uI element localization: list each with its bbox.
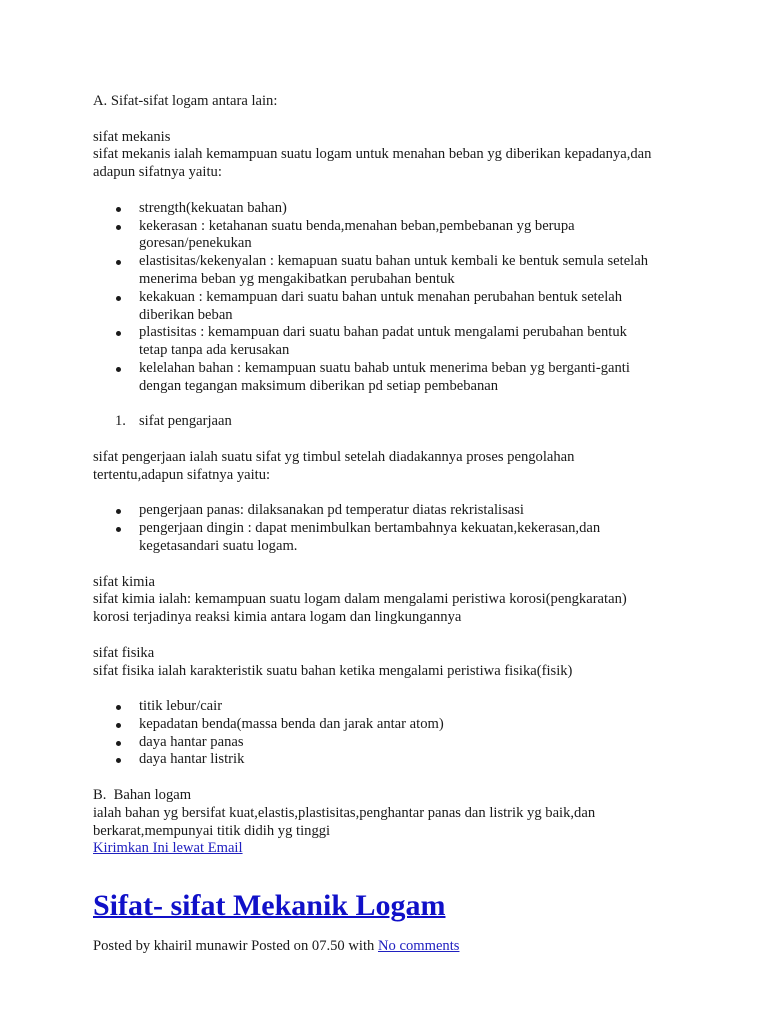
bullet-icon [116,527,121,532]
pengerjaan-list [93,502,653,555]
bullet-icon [116,758,121,763]
bullet-icon [116,741,121,746]
list-item: daya hantar panas [93,734,693,752]
sifat-fisika-description: sifat fisika ialah karakteristik suatu bahan ketika mengalami peristiwa fisika(fisik) [93,662,573,679]
list-item: titik lebur/cair [93,698,693,716]
list-item: pengerjaan panas: dilaksanakan pd temperatur diatas rekristalisasi [93,502,653,520]
numbered-list [93,413,693,431]
spacer [93,431,693,449]
list-item: plastisitas : kemampuan dari suatu bahan padat untuk mengalami perubahan bentuk tetap tanpa ada kerusakan [93,324,653,360]
bullet-icon [116,225,121,230]
list-item: kelelahan bahan : kemampuan suatu bahab untuk menerima beban yg berganti-ganti dengan tegangan maksimum diberikan pd setiap pembebanan [93,360,653,396]
list-item: elastisitas/kekenyalan : kemapuan suatu bahan untuk kembali ke bentuk semula setelah menerima beban yg mengakibatkan perubahan bentuk [93,253,653,289]
bullet-icon [116,367,121,372]
spacer [93,627,693,645]
sifat-kimia-title: sifat kimia [93,573,156,590]
blog-post-content [93,93,693,956]
bullet-icon [116,207,121,212]
post-title [93,888,693,924]
sifat-kimia-line-1: sifat kimia ialah: kemampuan suatu logam dalam mengalami peristiwa korosi(pengkaratan) [93,591,627,608]
spacer [93,769,693,787]
sifat-pengerjaan-title: sifat pengarjaan [139,413,232,430]
list-item [93,413,693,431]
spacer [93,924,693,938]
sifat-mekanis-description: sifat mekanis ialah kemampuan suatu logam untuk menahan beban yg diberikan kepadanya,dan adapun sifatnya yaitu: [93,146,652,181]
list-item: daya hantar listrik [93,751,693,769]
bullet-icon [116,723,121,728]
email-share-link[interactable]: Kirimkan Ini lewat Email [93,840,243,857]
post-meta [93,938,693,956]
mekanis-list [93,200,653,396]
spacer [93,396,693,414]
list-item: kekakuan : kemampuan dari suatu bahan untuk menahan perubahan bentuk setelah diberikan beban [93,289,653,325]
list-item: pengerjaan dingin : dapat menimbulkan bertambahnya kekuatan,kekerasan,dan kegetasandari suatu logam. [93,520,653,556]
spacer [93,680,693,698]
fisika-list [93,698,693,769]
spacer [93,556,693,574]
spacer [93,858,693,888]
bullet-icon [116,331,121,336]
spacer [93,111,693,129]
list-item: kekerasan : ketahanan suatu benda,menahan beban,pembebanan yg berupa goresan/penekukan [93,218,653,254]
post-meta-text: Posted by khairil munawir Posted on 07.50 with [93,938,378,955]
list-item: strength(kekuatan bahan) [93,200,653,218]
section-b-description: ialah bahan yg bersifat kuat,elastis,plastisitas,penghantar panas dan listrik yg baik,dan berkarat,mempunyai titik didih yg tinggi [93,804,596,839]
sifat-pengerjaan-description: sifat pengerjaan ialah suatu sifat yg timbul setelah diadakannya proses pengolahan tertentu,adapun sifatnya yaitu: [93,448,575,483]
list-number: 1. [115,413,126,430]
bullet-icon [116,509,121,514]
sifat-kimia-line-2: korosi terjadinya reaksi kimia antara logam dan lingkungannya [93,609,462,626]
spacer [93,485,693,503]
bullet-icon [116,705,121,710]
sifat-fisika-title: sifat fisika [93,644,155,661]
spacer [93,182,693,200]
bullet-icon [116,260,121,265]
bullet-icon [116,296,121,301]
comments-link[interactable]: No comments [377,938,460,955]
section-b-heading: B. Bahan logam [93,787,192,804]
list-item: kepadatan benda(massa benda dan jarak antar atom) [93,716,693,734]
post-title-link[interactable]: Sifat- sifat Mekanik Logam [93,889,446,923]
section-a-heading: A. Sifat-sifat logam antara lain: [93,93,278,109]
sifat-mekanis-title: sifat mekanis [93,128,171,145]
